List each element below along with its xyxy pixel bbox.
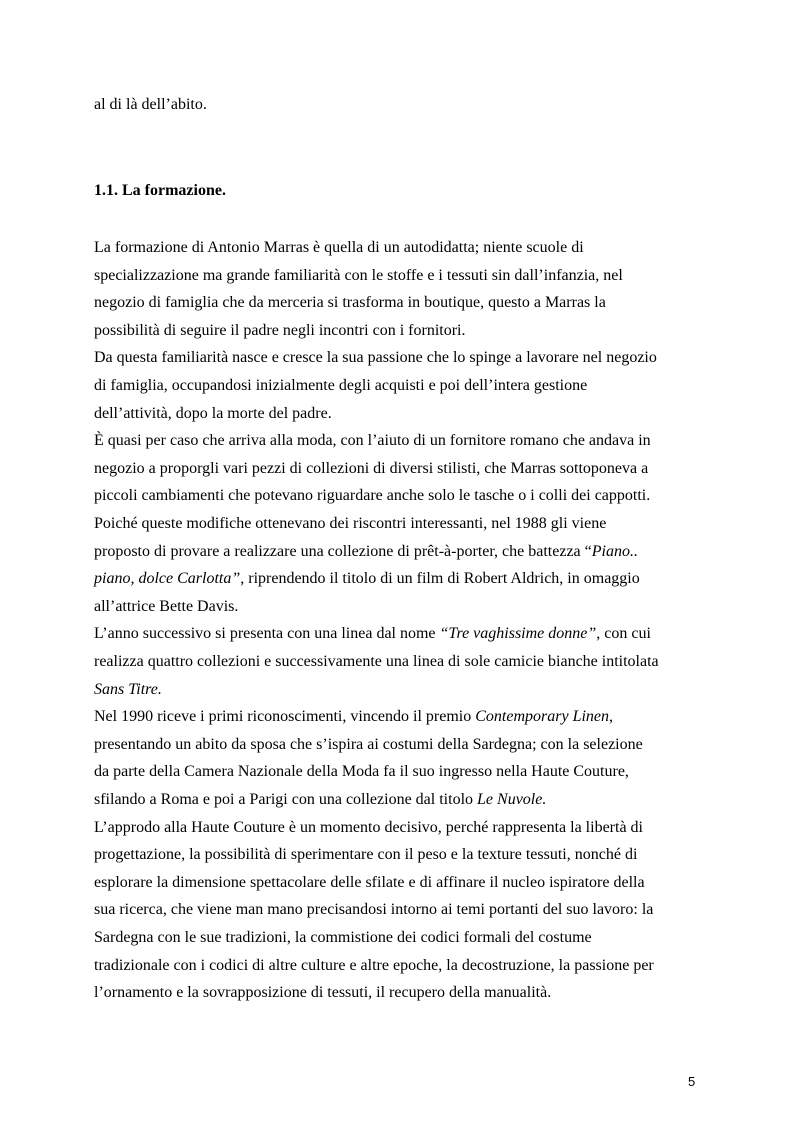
paragraph-line [94, 542, 638, 562]
text-run: possibilità di seguire il padre negli incontri con i fornitori. [94, 321, 466, 339]
text-run: tradizionale con i codici di altre culture e altre epoche, la decostruzione, la passione per [94, 956, 654, 974]
paragraph-line [94, 707, 613, 727]
text-run: progettazione, la possibilità di sperimentare con il peso e la texture tessuti, nonché di [94, 846, 638, 864]
paragraph-line [94, 238, 584, 258]
text-run: La formazione di Antonio Marras è quella di un autodidatta; niente scuole di [94, 239, 584, 256]
paragraph-line [94, 983, 551, 1003]
paragraph-line [94, 597, 238, 617]
text-run: È quasi per caso che arriva alla moda, con l’aiuto di un fornitore romano che andava in [94, 432, 651, 450]
text-run: Nel 1990 riceve i primi riconoscimenti, vincendo il premio [94, 708, 476, 726]
paragraph-line [94, 900, 653, 920]
text-run: piccoli cambiamenti che potevano riguardare anche solo le tasche o i colli dei cappotti. [94, 487, 651, 505]
text-run: proposto di provare a realizzare una collezione di prêt-à-porter, che battezza “ [94, 542, 592, 560]
italic-text: piano, dolce Carlotta” [94, 570, 241, 588]
paragraph-line [94, 735, 643, 755]
paragraph-line [94, 514, 606, 534]
paragraph-line [94, 928, 592, 948]
text-run: da parte della Camera Nazionale della Moda fa il suo ingresso nella Haute Couture, [94, 763, 629, 781]
text-run: negozio di famiglia che da merceria si trasforma in boutique, questo a Marras la [94, 294, 606, 312]
italic-text: Contemporary Linen [475, 708, 610, 726]
italic-text: “Tre vaghissime donne” [439, 625, 597, 643]
text-run: di famiglia, occupandosi inizialmente degli acquisti e poi dell’intera gestione [94, 377, 588, 394]
text-run: L’anno successivo si presenta con una linea dal nome [94, 625, 440, 643]
paragraph-line [94, 845, 637, 865]
text-run: sua ricerca, che viene man mano precisandosi intorno ai temi portanti del suo lavoro: la [94, 901, 654, 919]
paragraph-line [94, 348, 657, 368]
text-run: specializzazione ma grande familiarità con le stoffe e i tessuti sin dall’infanzia, nel [94, 266, 623, 284]
text-run: , [609, 708, 614, 726]
text-run: all’attrice Bette Davis. [94, 597, 239, 615]
paragraph-line [94, 486, 650, 506]
italic-text: Sans Titre. [94, 680, 162, 698]
text-run: esplorare la dimensione spettacolare delle sfilate e di affinare il nucleo ispiratore della [94, 873, 645, 891]
paragraph-line [94, 818, 643, 838]
text-run: negozio a proporgli vari pezzi di collezioni di diversi stilisti, che Marras sottoponeva a [94, 459, 649, 477]
paragraph-line [94, 266, 623, 286]
text-run: Da questa familiarità nasce e cresce la sua passione che lo spinge a lavorare nel negozio [94, 349, 657, 367]
italic-text: Le Nuvole. [477, 791, 547, 808]
text-run: dell’attività, dopo la morte del padre. [94, 404, 332, 422]
paragraph-line [94, 404, 332, 424]
text-run: sfilando a Roma e poi a Parigi con una collezione dal titolo [94, 791, 478, 808]
paragraph-line [94, 431, 651, 451]
text-run: presentando un abito da sposa che s’ispira ai costumi della Sardegna; con la selezione [94, 735, 643, 753]
paragraph-line [94, 762, 629, 782]
paragraph-line [94, 321, 465, 341]
text-run: , riprendendo il titolo di un film di Robert Aldrich, in omaggio [240, 570, 640, 588]
paragraph-line [94, 680, 162, 700]
paragraph-line [94, 459, 648, 479]
intro-line: al di là dell’abito. [94, 96, 207, 113]
paragraph-line [94, 873, 645, 893]
paragraph-line [94, 652, 659, 672]
paragraph-line [94, 376, 587, 396]
paragraph-line [94, 569, 640, 589]
italic-text: Piano.. [591, 542, 638, 560]
paragraph-line [94, 956, 654, 976]
text-run: Sardegna con le sue tradizioni, la commistione dei codici formali del costume [94, 929, 592, 946]
paragraph-line [94, 624, 651, 644]
page-number: 5 [688, 1074, 696, 1089]
text-run: l’ornamento e la sovrapposizione di tessuti, il recupero della manualità. [94, 984, 552, 1002]
text-run: Poiché queste modifiche ottenevano dei riscontri interessanti, nel 1988 gli viene [94, 515, 607, 532]
section-heading: 1.1. La formazione. [94, 182, 226, 199]
paragraph-line [94, 790, 546, 810]
text-run: L’approdo alla Haute Couture è un momento decisivo, perché rappresenta la libertà di [94, 818, 643, 836]
text-run: realizza quattro collezioni e successivamente una linea di sole camicie bianche intitolata [94, 653, 659, 670]
text-run: , con cui [596, 625, 651, 643]
paragraph-line [94, 293, 606, 313]
